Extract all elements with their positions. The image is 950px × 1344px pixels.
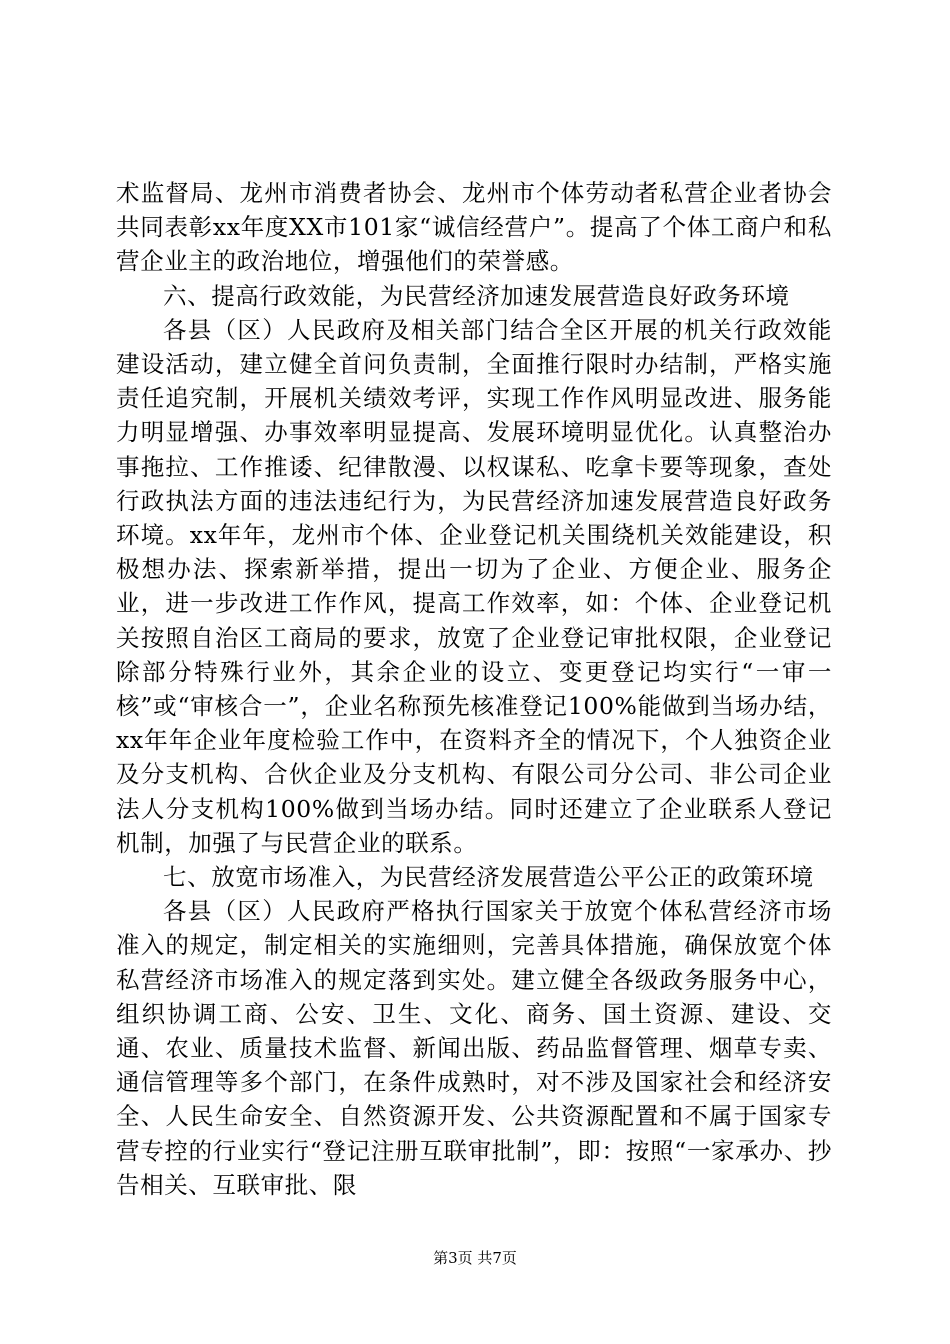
paragraph-section-7: 各县（区）人民政府严格执行国家关于放宽个体私营经济市场准入的规定，制定相关的实施细则，完善具体措施，确保放宽个体私营经济市场准入的规定落到实处。建立健全各级政务服务中心，组织协调工商、公安、卫生、文化、商务、国土资源、建设、交通、农业、质量技术监督、新闻出版、药品监督管理、烟草专卖、通信管理等多个部门，在条件成熟时，对不涉及国家社会和经济安全、人民生命安全、自然资源开发、公共资源配置和不属于国家专营专控的行业实行“登记注册互联审批制”，即：按照“一家承办、抄告相关、互联审批、限 — [116, 897, 832, 1199]
section-heading-7: 七、放宽市场准入，为民营经济发展营造公平公正的政策环境 — [163, 863, 814, 892]
page-number-footer: 第3页 共7页 — [433, 1249, 517, 1267]
section-heading-6: 六、提高行政效能，为民营经济加速发展营造良好政务环境 — [163, 281, 790, 310]
paragraph-continued: 术监督局、龙州市消费者协会、龙州市个体劳动者私营企业者协会共同表彰xx年度XX市101家“诚信经营户”。提高了个体工商户和私营企业主的政治地位，增强他们的荣誉感。 — [116, 179, 832, 276]
paragraph-section-6: 各县（区）人民政府及相关部门结合全区开展的机关行政效能建设活动，建立健全首问负责制，全面推行限时办结制，严格实施责任追究制，开展机关绩效考评，实现工作作风明显改进、服务能力明显增强、办事效率明显提高、发展环境明显优化。认真整治办事拖拉、工作推诿、纪律散漫、以权谋私、吃拿卡要等现象，查处行政执法方面的违法违纪行为，为民营经济加速发展营造良好政务环境。xx年年，龙州市个体、企业登记机关围绕机关效能建设，积极想办法、探索新举措，提出一切为了企业、方便企业、服务企业，进一步改进工作作风，提高工作效率，如：个体、企业登记机关按照自治区工商局的要求，放宽了企业登记审批权限，企业登记除部分特殊行业外，其余企业的设立、变更登记均实行“一审一核”或“审核合一”，企业名称预先核准登记100%能做到当场办结，xx年年企业年度检验工作中，在资料齐全的情况下，个人独资企业及分支机构、合伙企业及分支机构、有限公司分公司、非公司企业法人分支机构100%做到当场办结。同时还建立了企业联系人登记机制，加强了与民营企业的联系。 — [116, 315, 832, 857]
document-body — [116, 176, 832, 1202]
